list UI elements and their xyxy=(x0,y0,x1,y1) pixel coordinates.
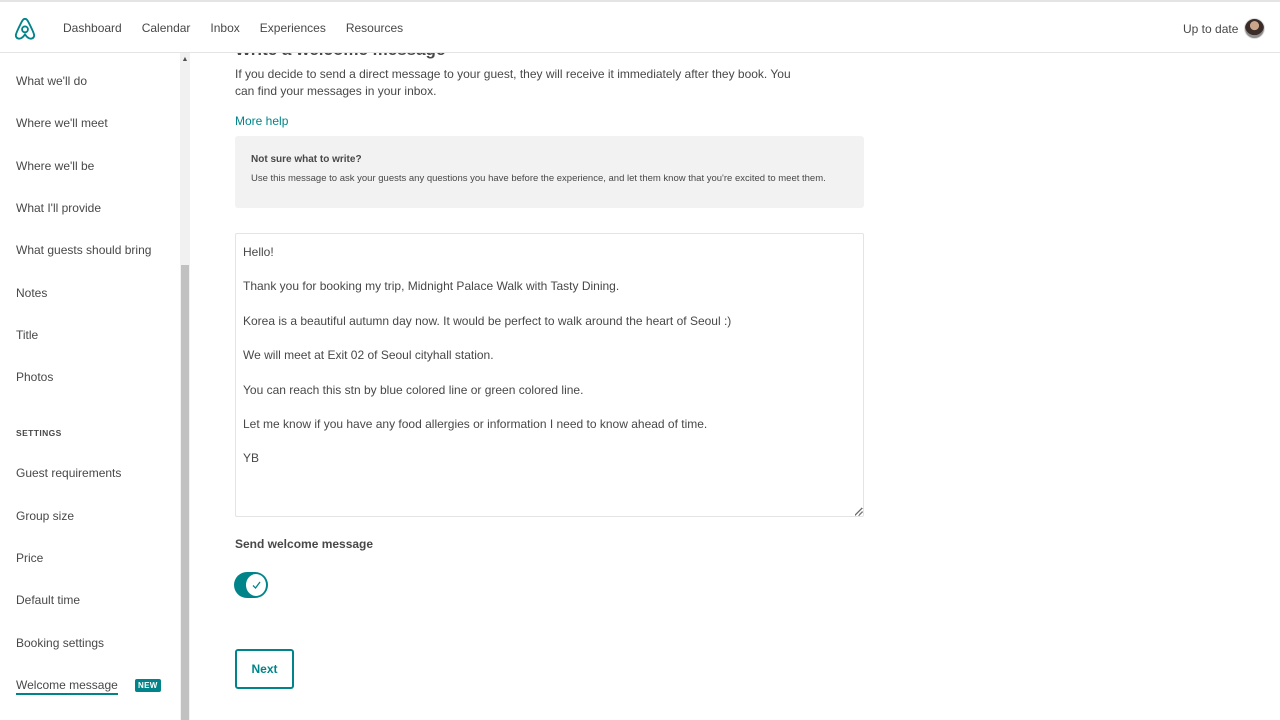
nav-resources[interactable]: Resources xyxy=(345,20,404,35)
sidebar-section-settings: SETTINGS xyxy=(16,428,62,438)
more-help-link[interactable]: More help xyxy=(235,114,289,128)
scroll-up-arrow-icon[interactable]: ▲ xyxy=(181,56,189,63)
toggle-knob xyxy=(245,573,267,597)
tip-body: Use this message to ask your guests any questions you have before the experience, and let them know that you're excited to meet them. xyxy=(251,173,826,184)
sidebar-item-group-size[interactable]: Group size xyxy=(16,509,75,523)
intro-text: If you decide to send a direct message to your guest, they will receive it immediately after they book. You can find your messages in your inbox. xyxy=(235,67,791,98)
airbnb-logo-icon[interactable] xyxy=(14,16,36,40)
sidebar-item-what-guests-should-bring[interactable]: What guests should bring xyxy=(16,243,152,257)
scrollbar-thumb[interactable] xyxy=(181,265,189,720)
welcome-message-textarea[interactable] xyxy=(235,233,864,517)
nav-calendar[interactable]: Calendar xyxy=(141,20,191,35)
nav-inbox[interactable]: Inbox xyxy=(210,20,240,35)
check-icon xyxy=(252,579,261,591)
sidebar-item-photos[interactable]: Photos xyxy=(16,370,54,384)
sidebar-item-title[interactable]: Title xyxy=(16,328,39,342)
sidebar-item-welcome-message[interactable]: Welcome message xyxy=(16,678,118,695)
sidebar-item-where-well-meet[interactable]: Where we'll meet xyxy=(16,116,108,130)
send-welcome-message-label: Send welcome message xyxy=(235,537,374,551)
sidebar-item-guest-requirements[interactable]: Guest requirements xyxy=(16,466,122,480)
sidebar-item-default-time[interactable]: Default time xyxy=(16,593,81,607)
sidebar-item-price[interactable]: Price xyxy=(16,551,44,565)
sidebar-item-what-well-do[interactable]: What we'll do xyxy=(16,74,87,88)
main-nav xyxy=(63,2,423,53)
sidebar xyxy=(0,53,180,720)
sidebar-item-what-ill-provide[interactable]: What I'll provide xyxy=(16,201,101,215)
nav-dashboard[interactable]: Dashboard xyxy=(63,20,122,35)
new-badge: NEW xyxy=(135,679,161,692)
nav-experiences[interactable]: Experiences xyxy=(259,20,326,35)
sidebar-item-notes[interactable]: Notes xyxy=(16,286,48,300)
tip-title: Not sure what to write? xyxy=(251,154,362,165)
tip-box xyxy=(235,136,864,208)
avatar[interactable] xyxy=(1244,18,1265,39)
top-bar xyxy=(0,0,1280,53)
sidebar-item-where-well-be[interactable]: Where we'll be xyxy=(16,159,95,173)
send-welcome-message-toggle[interactable] xyxy=(234,572,268,598)
save-status: Up to date xyxy=(1183,22,1239,36)
sidebar-item-booking-settings[interactable]: Booking settings xyxy=(16,636,105,650)
next-button[interactable]: Next xyxy=(235,649,294,689)
